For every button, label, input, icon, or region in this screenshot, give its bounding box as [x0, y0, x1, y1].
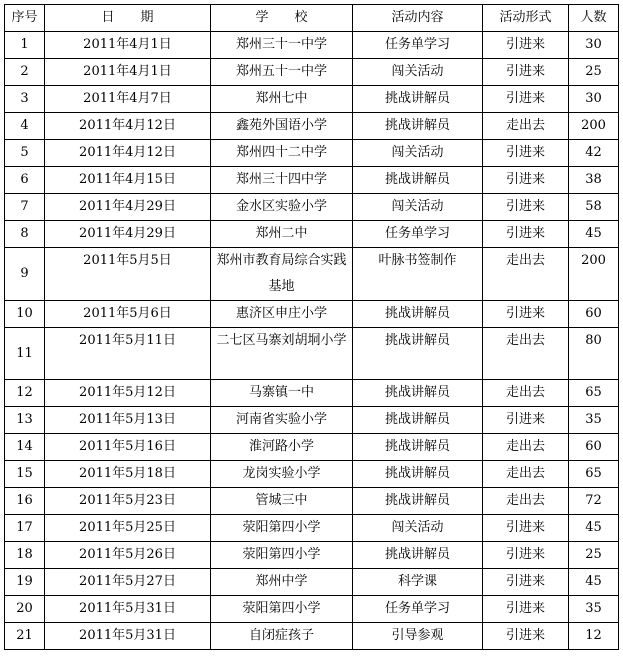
- table-row: [5, 301, 619, 328]
- cell-date: 2011年5月11日: [45, 328, 211, 380]
- cell-form: 引进来: [483, 167, 569, 194]
- table-row: [5, 194, 619, 221]
- cell-content: 挑战讲解员: [353, 461, 483, 488]
- cell-content: 挑战讲解员: [353, 328, 483, 380]
- header-count: 人数: [569, 5, 619, 32]
- cell-content: 引导参观: [353, 623, 483, 650]
- cell-count: 60: [569, 434, 619, 461]
- cell-index: 9: [5, 248, 45, 301]
- table-row: [5, 542, 619, 569]
- cell-form: 引进来: [483, 515, 569, 542]
- cell-content: 挑战讲解员: [353, 113, 483, 140]
- cell-count: 80: [569, 328, 619, 380]
- cell-index: 19: [5, 569, 45, 596]
- cell-index: 1: [5, 32, 45, 59]
- cell-content: 叶脉书签制作: [353, 248, 483, 301]
- cell-school: 郑州三十一中学: [211, 32, 353, 59]
- cell-form: 引进来: [483, 59, 569, 86]
- table-row: [5, 515, 619, 542]
- cell-school: 龙岗实验小学: [211, 461, 353, 488]
- cell-school: 郑州三十四中学: [211, 167, 353, 194]
- cell-form: 引进来: [483, 221, 569, 248]
- cell-form: 引进来: [483, 194, 569, 221]
- cell-content: 挑战讲解员: [353, 380, 483, 407]
- header-row: [5, 5, 619, 32]
- cell-school: 马寨镇一中: [211, 380, 353, 407]
- cell-form: 引进来: [483, 301, 569, 328]
- cell-school: 郑州五十一中学: [211, 59, 353, 86]
- cell-content: 闯关活动: [353, 140, 483, 167]
- cell-date: 2011年5月25日: [45, 515, 211, 542]
- cell-school: 郑州二中: [211, 221, 353, 248]
- cell-date: 2011年4月29日: [45, 221, 211, 248]
- cell-index: 15: [5, 461, 45, 488]
- table-row: [5, 59, 619, 86]
- table-row: [5, 140, 619, 167]
- cell-school: 郑州四十二中学: [211, 140, 353, 167]
- cell-content: 闯关活动: [353, 59, 483, 86]
- cell-count: 58: [569, 194, 619, 221]
- table-row: [5, 32, 619, 59]
- cell-content: 挑战讲解员: [353, 167, 483, 194]
- cell-index: 4: [5, 113, 45, 140]
- cell-date: 2011年4月1日: [45, 59, 211, 86]
- cell-index: 18: [5, 542, 45, 569]
- cell-count: 42: [569, 140, 619, 167]
- cell-form: 引进来: [483, 86, 569, 113]
- cell-count: 200: [569, 113, 619, 140]
- cell-content: 闯关活动: [353, 194, 483, 221]
- table-row: [5, 86, 619, 113]
- table-row: [5, 248, 619, 301]
- cell-form: 引进来: [483, 623, 569, 650]
- table-body: [5, 5, 619, 650]
- cell-count: 38: [569, 167, 619, 194]
- table-row: [5, 623, 619, 650]
- cell-school: 鑫苑外国语小学: [211, 113, 353, 140]
- cell-count: 12: [569, 623, 619, 650]
- table-row: [5, 569, 619, 596]
- cell-school: 荥阳第四小学: [211, 596, 353, 623]
- cell-content: 挑战讲解员: [353, 542, 483, 569]
- cell-index: 21: [5, 623, 45, 650]
- cell-content: 挑战讲解员: [353, 86, 483, 113]
- cell-index: 7: [5, 194, 45, 221]
- cell-school: 郑州市教育局综合实践基地: [211, 248, 353, 301]
- cell-date: 2011年5月23日: [45, 488, 211, 515]
- cell-count: 35: [569, 596, 619, 623]
- cell-date: 2011年5月31日: [45, 623, 211, 650]
- cell-date: 2011年4月12日: [45, 113, 211, 140]
- table-row: [5, 407, 619, 434]
- cell-count: 65: [569, 461, 619, 488]
- table-row: [5, 113, 619, 140]
- cell-form: 走出去: [483, 380, 569, 407]
- cell-index: 10: [5, 301, 45, 328]
- cell-form: 引进来: [483, 542, 569, 569]
- table-row: [5, 328, 619, 380]
- cell-count: 45: [569, 221, 619, 248]
- cell-content: 闯关活动: [353, 515, 483, 542]
- cell-date: 2011年5月26日: [45, 542, 211, 569]
- cell-count: 60: [569, 301, 619, 328]
- cell-school: 河南省实验小学: [211, 407, 353, 434]
- cell-count: 200: [569, 248, 619, 301]
- cell-form: 走出去: [483, 328, 569, 380]
- cell-content: 挑战讲解员: [353, 434, 483, 461]
- activity-table: [4, 4, 619, 650]
- cell-date: 2011年4月29日: [45, 194, 211, 221]
- cell-index: 16: [5, 488, 45, 515]
- cell-form: 引进来: [483, 140, 569, 167]
- cell-school: 荥阳第四小学: [211, 515, 353, 542]
- table-row: [5, 434, 619, 461]
- cell-index: 2: [5, 59, 45, 86]
- cell-form: 走出去: [483, 113, 569, 140]
- cell-content: 任务单学习: [353, 32, 483, 59]
- header-form: 活动形式: [483, 5, 569, 32]
- cell-count: 72: [569, 488, 619, 515]
- cell-index: 3: [5, 86, 45, 113]
- cell-date: 2011年5月31日: [45, 596, 211, 623]
- table-row: [5, 221, 619, 248]
- cell-form: 引进来: [483, 569, 569, 596]
- cell-school: 二七区马寨刘胡垌小学: [211, 328, 353, 380]
- cell-school: 荥阳第四小学: [211, 542, 353, 569]
- table-row: [5, 167, 619, 194]
- cell-index: 6: [5, 167, 45, 194]
- table-row: [5, 488, 619, 515]
- table-row: [5, 380, 619, 407]
- cell-count: 25: [569, 542, 619, 569]
- cell-date: 2011年4月15日: [45, 167, 211, 194]
- cell-school: 管城三中: [211, 488, 353, 515]
- cell-date: 2011年5月5日: [45, 248, 211, 301]
- header-date: 日 期: [45, 5, 211, 32]
- cell-count: 30: [569, 32, 619, 59]
- cell-content: 任务单学习: [353, 221, 483, 248]
- cell-index: 13: [5, 407, 45, 434]
- cell-form: 走出去: [483, 461, 569, 488]
- cell-content: 挑战讲解员: [353, 301, 483, 328]
- header-content: 活动内容: [353, 5, 483, 32]
- cell-school: 金水区实验小学: [211, 194, 353, 221]
- cell-count: 65: [569, 380, 619, 407]
- cell-school: 淮河路小学: [211, 434, 353, 461]
- cell-count: 30: [569, 86, 619, 113]
- cell-school: 郑州中学: [211, 569, 353, 596]
- cell-count: 25: [569, 59, 619, 86]
- cell-date: 2011年4月12日: [45, 140, 211, 167]
- cell-form: 引进来: [483, 32, 569, 59]
- cell-index: 20: [5, 596, 45, 623]
- cell-index: 8: [5, 221, 45, 248]
- table-row: [5, 461, 619, 488]
- cell-content: 任务单学习: [353, 596, 483, 623]
- cell-content: 科学课: [353, 569, 483, 596]
- cell-school: 郑州七中: [211, 86, 353, 113]
- cell-date: 2011年5月12日: [45, 380, 211, 407]
- cell-index: 17: [5, 515, 45, 542]
- cell-date: 2011年4月1日: [45, 32, 211, 59]
- cell-count: 45: [569, 569, 619, 596]
- cell-school: 自闭症孩子: [211, 623, 353, 650]
- cell-form: 走出去: [483, 488, 569, 515]
- cell-form: 走出去: [483, 434, 569, 461]
- cell-index: 5: [5, 140, 45, 167]
- cell-count: 35: [569, 407, 619, 434]
- cell-index: 12: [5, 380, 45, 407]
- cell-school: 惠济区申庄小学: [211, 301, 353, 328]
- cell-form: 引进来: [483, 407, 569, 434]
- cell-content: 挑战讲解员: [353, 488, 483, 515]
- cell-date: 2011年5月16日: [45, 434, 211, 461]
- cell-index: 11: [5, 328, 45, 380]
- cell-form: 走出去: [483, 248, 569, 301]
- cell-date: 2011年4月7日: [45, 86, 211, 113]
- header-school: 学 校: [211, 5, 353, 32]
- cell-date: 2011年5月27日: [45, 569, 211, 596]
- cell-index: 14: [5, 434, 45, 461]
- header-index: 序号: [5, 5, 45, 32]
- cell-form: 引进来: [483, 596, 569, 623]
- cell-date: 2011年5月6日: [45, 301, 211, 328]
- cell-count: 45: [569, 515, 619, 542]
- table-row: [5, 596, 619, 623]
- cell-date: 2011年5月13日: [45, 407, 211, 434]
- cell-date: 2011年5月18日: [45, 461, 211, 488]
- cell-content: 挑战讲解员: [353, 407, 483, 434]
